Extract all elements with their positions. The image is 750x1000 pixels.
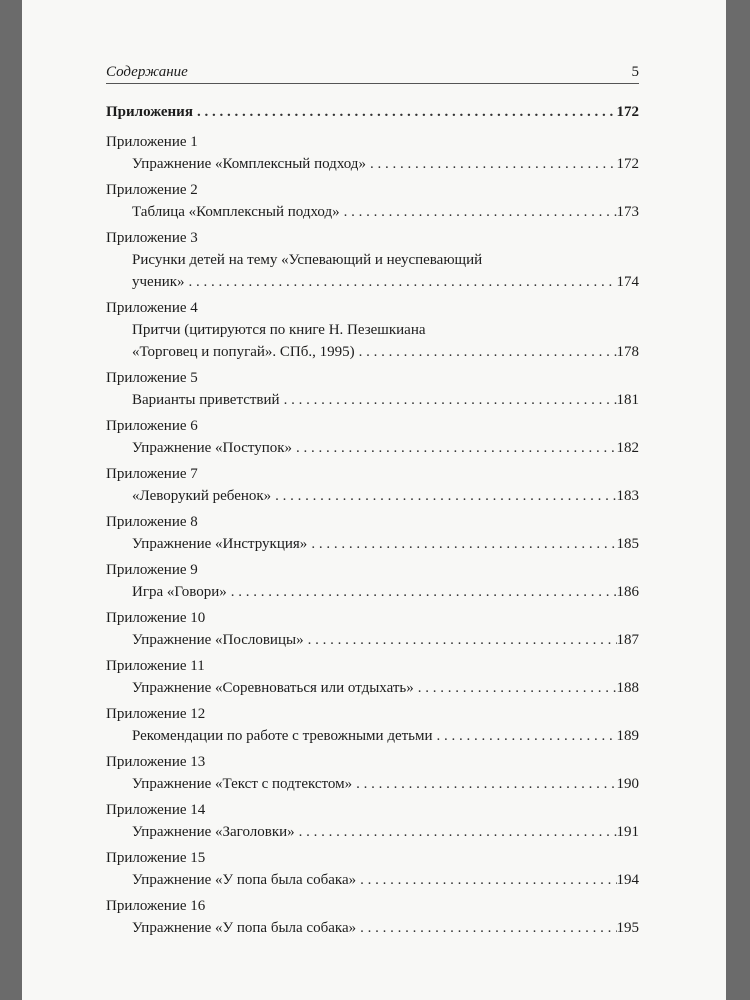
toc-group — [106, 511, 639, 555]
toc-entry[interactable] — [106, 725, 639, 747]
toc-entry[interactable] — [106, 581, 639, 603]
toc-group — [106, 227, 639, 293]
appendix-label: Приложение 5 — [106, 370, 198, 386]
leader-dots — [185, 271, 617, 293]
toc-entry[interactable] — [106, 485, 639, 507]
toc-entry-title: Упражнение «У попа была собака» — [132, 872, 357, 888]
leader-dots — [304, 629, 617, 651]
leader-dots — [193, 101, 617, 123]
toc-entry-page: 172 — [616, 156, 639, 172]
leader-dots — [433, 725, 617, 747]
toc-entry-page: 194 — [616, 872, 639, 888]
toc-group — [106, 463, 639, 507]
toc-entry[interactable] — [106, 869, 639, 891]
leader-dots — [356, 869, 616, 891]
toc-groups — [106, 131, 639, 939]
appendix-label: Приложение 2 — [106, 182, 198, 198]
toc-entry-title: ученик» — [132, 274, 185, 290]
toc-entry[interactable] — [106, 153, 639, 175]
leader-dots — [295, 821, 617, 843]
leader-dots — [366, 153, 617, 175]
toc-entry-title: Приложения — [106, 104, 193, 120]
toc-entry-page: 174 — [616, 274, 639, 290]
appendix-label: Приложение 16 — [106, 898, 206, 914]
toc-entry-title: «Торговец и попугай». СПб., 1995) — [132, 344, 355, 360]
toc-entry[interactable] — [106, 271, 639, 293]
appendix-label: Приложение 8 — [106, 514, 198, 530]
leader-dots — [340, 201, 617, 223]
toc-entry-title: Упражнение «Инструкция» — [132, 536, 308, 552]
appendix-label: Приложение 12 — [106, 706, 206, 722]
toc-main-entry[interactable] — [106, 101, 639, 123]
toc-entry-title: Таблица «Комплексный подход» — [132, 204, 340, 220]
toc-group — [106, 367, 639, 411]
leader-dots — [271, 485, 616, 507]
appendix-label: Приложение 1 — [106, 134, 198, 150]
toc-entry-page: 178 — [616, 344, 639, 360]
toc-entry-title: Упражнение «Пословицы» — [132, 632, 304, 648]
toc-entry-title: Игра «Говори» — [132, 584, 227, 600]
toc-entry-page: 191 — [616, 824, 639, 840]
toc-entry-page: 188 — [616, 680, 639, 696]
toc-entry-title: Упражнение «Поступок» — [132, 440, 293, 456]
toc-entry-page: 195 — [616, 920, 639, 936]
leader-dots — [227, 581, 617, 603]
toc-entry-title: Упражнение «Комплексный подход» — [132, 156, 366, 172]
toc-entry[interactable] — [106, 917, 639, 939]
toc-entry[interactable] — [106, 437, 639, 459]
leader-dots — [307, 533, 616, 555]
running-header-title: Содержание — [106, 64, 188, 80]
toc-entry-title: Упражнение «Текст с подтекстом» — [132, 776, 353, 792]
leader-dots — [414, 677, 617, 699]
toc-entry[interactable] — [106, 341, 639, 363]
toc-entry-page: 190 — [616, 776, 639, 792]
toc-entry[interactable] — [106, 201, 639, 223]
toc-entry-text-continued: Рисунки детей на тему «Успевающий и неуспевающий — [132, 252, 483, 268]
toc-entry-page: 182 — [616, 440, 639, 456]
toc-entry[interactable] — [106, 821, 639, 843]
toc-entry-page: 181 — [616, 392, 639, 408]
running-header — [106, 64, 639, 84]
appendix-label: Приложение 15 — [106, 850, 206, 866]
toc-entry[interactable] — [106, 677, 639, 699]
page-number: 5 — [631, 64, 639, 80]
toc-entry-title: Упражнение «Соревноваться или отдыхать» — [132, 680, 414, 696]
appendix-label: Приложение 3 — [106, 230, 198, 246]
toc-group — [106, 655, 639, 699]
toc-entry[interactable] — [106, 629, 639, 651]
toc-entry-page: 186 — [616, 584, 639, 600]
book-page — [22, 0, 726, 1000]
toc-group — [106, 131, 639, 175]
toc-entry-page: 183 — [616, 488, 639, 504]
toc-entry-page: 172 — [616, 104, 639, 120]
leader-dots — [280, 389, 617, 411]
appendix-label: Приложение 10 — [106, 610, 206, 626]
toc-entry-title: Упражнение «У попа была собака» — [132, 920, 357, 936]
toc-entry-page: 185 — [616, 536, 639, 552]
toc-entry[interactable] — [106, 773, 639, 795]
toc-entry-title: «Леворукий ребенок» — [132, 488, 272, 504]
appendix-label: Приложение 13 — [106, 754, 206, 770]
toc-group — [106, 799, 639, 843]
leader-dots — [292, 437, 616, 459]
toc-group — [106, 895, 639, 939]
appendix-label: Приложение 11 — [106, 658, 205, 674]
toc-group — [106, 559, 639, 603]
toc-group — [106, 607, 639, 651]
toc-entry-page: 187 — [616, 632, 639, 648]
appendix-label: Приложение 9 — [106, 562, 198, 578]
table-of-contents — [106, 101, 639, 943]
leader-dots — [352, 773, 616, 795]
toc-entry[interactable] — [106, 533, 639, 555]
toc-group — [106, 703, 639, 747]
leader-dots — [356, 917, 616, 939]
toc-group — [106, 297, 639, 363]
toc-entry-title: Варианты приветствий — [132, 392, 280, 408]
appendix-label: Приложение 7 — [106, 466, 198, 482]
toc-entry-text-continued: Притчи (цитируются по книге Н. Пезешкиана — [132, 322, 426, 338]
appendix-label: Приложение 14 — [106, 802, 206, 818]
toc-entry-page: 189 — [616, 728, 639, 744]
toc-entry-page: 173 — [616, 204, 639, 220]
appendix-label: Приложение 6 — [106, 418, 198, 434]
toc-group — [106, 751, 639, 795]
toc-group — [106, 415, 639, 459]
toc-entry-title: Рекомендации по работе с тревожными детьми — [132, 728, 433, 744]
appendix-label: Приложение 4 — [106, 300, 198, 316]
leader-dots — [355, 341, 617, 363]
toc-group — [106, 179, 639, 223]
toc-group — [106, 847, 639, 891]
toc-entry[interactable] — [106, 389, 639, 411]
toc-entry-title: Упражнение «Заголовки» — [132, 824, 295, 840]
